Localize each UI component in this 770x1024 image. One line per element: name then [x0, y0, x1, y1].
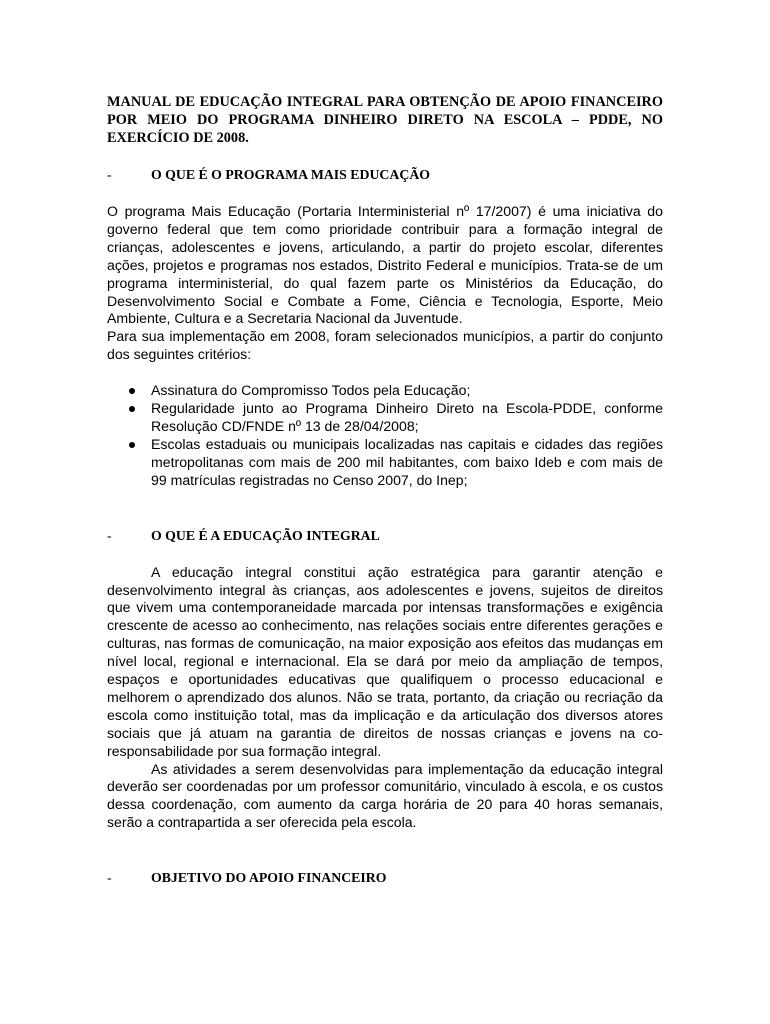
section-dash: - [107, 527, 112, 543]
bullet-icon [129, 388, 135, 394]
section-heading-objetivo [107, 869, 663, 887]
document-title: MANUAL DE EDUCAÇÃO INTEGRAL PARA OBTENÇÃO DE APOIO FINANCEIRO POR MEIO DO PROGRAMA DINHEIRO DIRETO NA ESCOLA – PDDE, NO EXERCÍCIO DE 2008. [107, 94, 663, 146]
list-item [107, 436, 663, 490]
bullet-icon [129, 406, 135, 412]
section-dash: - [107, 167, 112, 182]
criteria-list [107, 382, 663, 489]
list-item [107, 382, 663, 400]
bullet-icon [129, 442, 135, 448]
section-heading-educacao-integral [107, 527, 663, 545]
list-item [107, 400, 663, 436]
section-heading-text: O QUE É O PROGRAMA MAIS EDUCAÇÃO [151, 167, 431, 182]
list-item-text: Escolas estaduais ou municipais localizadas nas capitais e cidades das regiões metropolitanas com mais de 200 mil habitantes, com baixo Ideb e com mais de 99 matrículas registradas no Censo 2007, do Inep; [151, 435, 663, 488]
list-item-text: Assinatura do Compromisso Todos pela Educação; [151, 382, 471, 399]
paragraph-atividades: As atividades a serem desenvolvidas para implementação da educação integral deverão ser coordenadas por um professor comunitário, vinculado à escola, e os custos dessa coordenação, com aumento da carga horária de 20 para 40 horas semanais, serão a contrapartida a ser oferecida pela escola. [107, 760, 663, 831]
paragraph-programa-intro: O programa Mais Educação (Portaria Interministerial nº 17/2007) é uma iniciativa do governo federal que tem como prioridade contribuir para a formação integral de crianças, adolescentes e jovens, articulando, a partir do projeto escolar, diferentes ações, projetos e programas nos estados, Distrito Federal e municípios. Trata-se de um programa interministerial, do qual fazem parte os Ministérios da Educação, do Desenvolvimento Social e Combate a Fome, Ciência e Tecnologia, Esporte, Meio Ambiente, Cultura e a Secretaria Nacional da Juventude. [107, 203, 663, 327]
section-dash: - [107, 870, 112, 886]
section-heading-programa [107, 166, 663, 184]
section-heading-text: OBJETIVO DO APOIO FINANCEIRO [151, 870, 387, 886]
section-heading-text: O QUE É A EDUCAÇÃO INTEGRAL [151, 527, 380, 543]
list-item-text: Regularidade junto ao Programa Dinheiro Direto na Escola-PDDE, conforme Resolução CD/FNDE nº 13 de 28/04/2008; [151, 400, 663, 434]
paragraph-educacao-integral: A educação integral constitui ação estratégica para garantir atenção e desenvolvimento integral às crianças, aos adolescentes e jovens, sujeitos de direitos que vivem uma contemporaneidade marcada por intensas transformações e exigência crescente de acesso ao conhecimento, nas relações sociais entre diferentes gerações e culturas, nas formas de comunicação, na maior exposição aos efeitos das mudanças em nível local, regional e internacional. Ela se dará por meio da ampliação de tempos, espaços e oportunidades educativas que qualifiquem o processo educacional e melhorem o aprendizado dos alunos. Não se trata, portanto, da criação ou recriação da escola como instituição total, mas da implicação e da articulação dos diversos atores sociais que já atuam na garantia de direitos de nossas crianças e jovens na co-responsabilidade por sua formação integral. [107, 563, 663, 759]
paragraph-programa-criterios: Para sua implementação em 2008, foram selecionados municípios, a partir do conjunto dos seguintes critérios: [107, 328, 663, 363]
document-page [107, 93, 663, 887]
